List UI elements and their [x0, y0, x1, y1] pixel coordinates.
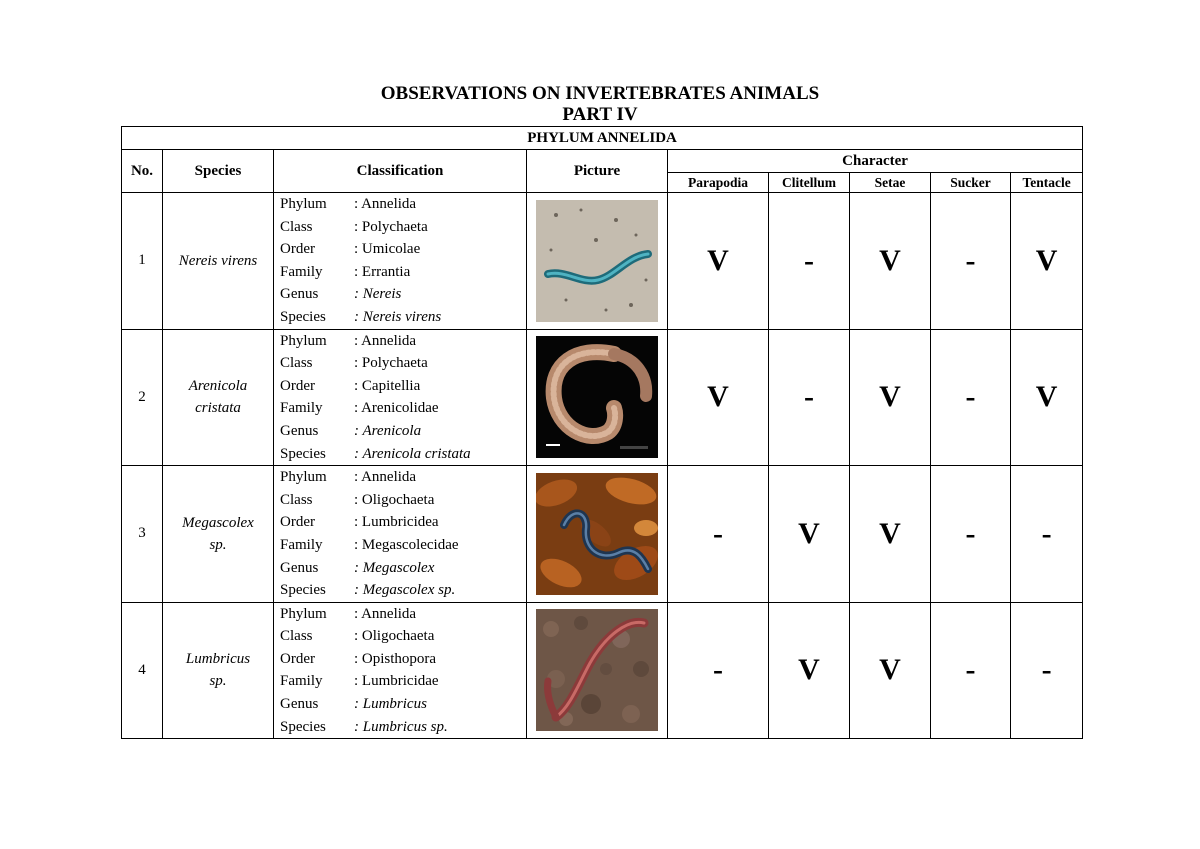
setae-mark: V [850, 602, 931, 739]
classification-value: : Lumbricus [354, 696, 427, 713]
classification-line [280, 489, 526, 512]
tentacle-mark: V [1011, 193, 1083, 330]
setae-mark: V [850, 329, 931, 466]
row-number: 2 [122, 329, 163, 466]
setae-mark: V [850, 193, 931, 330]
blue-green-ragworm-photo [536, 200, 658, 322]
classification-value: : Arenicola cristata [354, 445, 471, 462]
sucker-mark: - [931, 466, 1011, 603]
picture-cell [527, 193, 668, 330]
classification-value: : Annelida [354, 605, 417, 622]
page-title-line1: OBSERVATIONS ON INVERTEBRATES ANIMALS [380, 83, 820, 104]
species-name [163, 193, 274, 330]
species-name-line2: sp. [209, 536, 227, 553]
col-header-sucker: Sucker [931, 173, 1011, 193]
table-row [122, 602, 1083, 739]
row-number: 3 [122, 466, 163, 603]
row-number: 1 [122, 193, 163, 330]
parapodia-mark: V [668, 193, 769, 330]
classification-key: Species [280, 308, 326, 325]
classification-key: Phylum [280, 469, 327, 486]
classification-value: : Megascolex [354, 559, 435, 576]
species-name-line1: Nereis virens [178, 252, 258, 269]
classification-value: : Opisthopora [354, 650, 437, 667]
sucker-mark: - [931, 193, 1011, 330]
classification-value: : Capitellia [354, 377, 421, 394]
sucker-mark: - [931, 329, 1011, 466]
classification-key: Order [280, 514, 315, 531]
table-row [122, 329, 1083, 466]
classification-line [280, 693, 526, 716]
annelida-table [121, 126, 1083, 739]
row-number: 4 [122, 602, 163, 739]
classification-key: Genus [280, 422, 319, 439]
classification-cell [274, 602, 527, 739]
parapodia-mark: V [668, 329, 769, 466]
classification-value: : Annelida [354, 196, 417, 212]
classification-line [280, 557, 526, 580]
classification-key: Order [280, 241, 315, 258]
classification-key: Order [280, 377, 315, 394]
classification-key: Species [280, 718, 326, 735]
classification-key: Family [280, 263, 323, 280]
classification-line [280, 443, 526, 466]
species-name-line1: Megascolex [182, 514, 254, 531]
parapodia-mark: - [668, 602, 769, 739]
classification-value: : Megascolecidae [354, 536, 459, 553]
classification-value: : Polychaeta [354, 218, 428, 235]
classification-line [280, 397, 526, 420]
classification-line [280, 511, 526, 534]
classification-line [280, 261, 526, 284]
species-name-line1: Arenicola [188, 378, 248, 395]
classification-key: Species [280, 582, 326, 599]
col-header-species: Species [163, 150, 274, 193]
classification-line [280, 670, 526, 693]
classification-value: : Arenicolidae [354, 400, 439, 417]
classification-line [280, 466, 526, 489]
classification-key: Genus [280, 286, 319, 303]
classification-value: : Oligochaeta [354, 491, 435, 508]
classification-line [280, 330, 526, 353]
classification-key: Class [280, 218, 313, 235]
page-title-line2: PART IV [562, 104, 638, 125]
classification-key: Class [280, 628, 313, 645]
tentacle-mark: - [1011, 466, 1083, 603]
col-header-setae: Setae [850, 173, 931, 193]
classification-line [280, 238, 526, 261]
col-header-character: Character [668, 150, 1083, 173]
classification-value: : Annelida [354, 332, 417, 349]
earthworm-on-soil-photo [536, 609, 658, 731]
classification-key: Genus [280, 696, 319, 713]
species-name-line2: sp. [209, 673, 227, 690]
classification-key: Class [280, 355, 313, 372]
clitellum-mark: V [769, 602, 850, 739]
blue-earthworm-on-leaves-photo [536, 473, 658, 595]
setae-mark: V [850, 466, 931, 603]
classification-line [280, 375, 526, 398]
picture-cell [527, 466, 668, 603]
classification-value: : Nereis [354, 286, 402, 303]
classification-key: Order [280, 650, 315, 667]
clitellum-mark: - [769, 193, 850, 330]
col-header-parapodia: Parapodia [668, 173, 769, 193]
classification-key: Genus [280, 559, 319, 576]
picture-cell [527, 329, 668, 466]
classification-value: : Lumbricus sp. [354, 718, 448, 735]
page-title [0, 83, 1200, 125]
classification-line [280, 306, 526, 329]
classification-cell [274, 329, 527, 466]
sucker-mark: - [931, 602, 1011, 739]
species-name [163, 602, 274, 739]
classification-line [280, 283, 526, 306]
classification-value: : Errantia [354, 263, 411, 280]
classification-value: : Arenicola [354, 422, 422, 439]
classification-key: Species [280, 445, 326, 462]
classification-value: : Nereis virens [354, 308, 442, 325]
clitellum-mark: V [769, 466, 850, 603]
classification-value: : Lumbricidea [354, 514, 439, 531]
classification-value: : Oligochaeta [354, 628, 435, 645]
classification-line [280, 625, 526, 648]
classification-line [280, 420, 526, 443]
classification-line [280, 603, 526, 626]
classification-line [280, 216, 526, 239]
classification-key: Phylum [280, 605, 327, 622]
tentacle-mark: - [1011, 602, 1083, 739]
col-header-picture: Picture [527, 150, 668, 193]
col-header-no: No. [122, 150, 163, 193]
classification-line [280, 648, 526, 671]
species-name-line1: Lumbricus [185, 651, 251, 668]
classification-key: Family [280, 536, 323, 553]
classification-key: Family [280, 400, 323, 417]
classification-key: Phylum [280, 332, 327, 349]
table-row [122, 193, 1083, 330]
col-header-clitellum: Clitellum [769, 173, 850, 193]
classification-line [280, 534, 526, 557]
phylum-header: PHYLUM ANNELIDA [122, 127, 1083, 150]
classification-key: Family [280, 673, 323, 690]
species-name-line2: cristata [195, 400, 241, 417]
classification-cell [274, 193, 527, 330]
parapodia-mark: - [668, 466, 769, 603]
classification-line [280, 193, 526, 216]
classification-key: Phylum [280, 196, 327, 212]
classification-value: : Lumbricidae [354, 673, 439, 690]
classification-line [280, 716, 526, 739]
classification-key: Class [280, 491, 313, 508]
col-header-tentacle: Tentacle [1011, 173, 1083, 193]
classification-value: : Umicolae [354, 241, 421, 258]
species-name [163, 466, 274, 603]
classification-line [280, 352, 526, 375]
lugworm-photo [536, 336, 658, 458]
classification-line [280, 579, 526, 602]
table-row [122, 466, 1083, 603]
classification-cell [274, 466, 527, 603]
tentacle-mark: V [1011, 329, 1083, 466]
picture-cell [527, 602, 668, 739]
species-name [163, 329, 274, 466]
classification-value: : Annelida [354, 469, 417, 486]
classification-value: : Megascolex sp. [354, 582, 456, 599]
classification-value: : Polychaeta [354, 355, 428, 372]
clitellum-mark: - [769, 329, 850, 466]
col-header-classification: Classification [274, 150, 527, 193]
